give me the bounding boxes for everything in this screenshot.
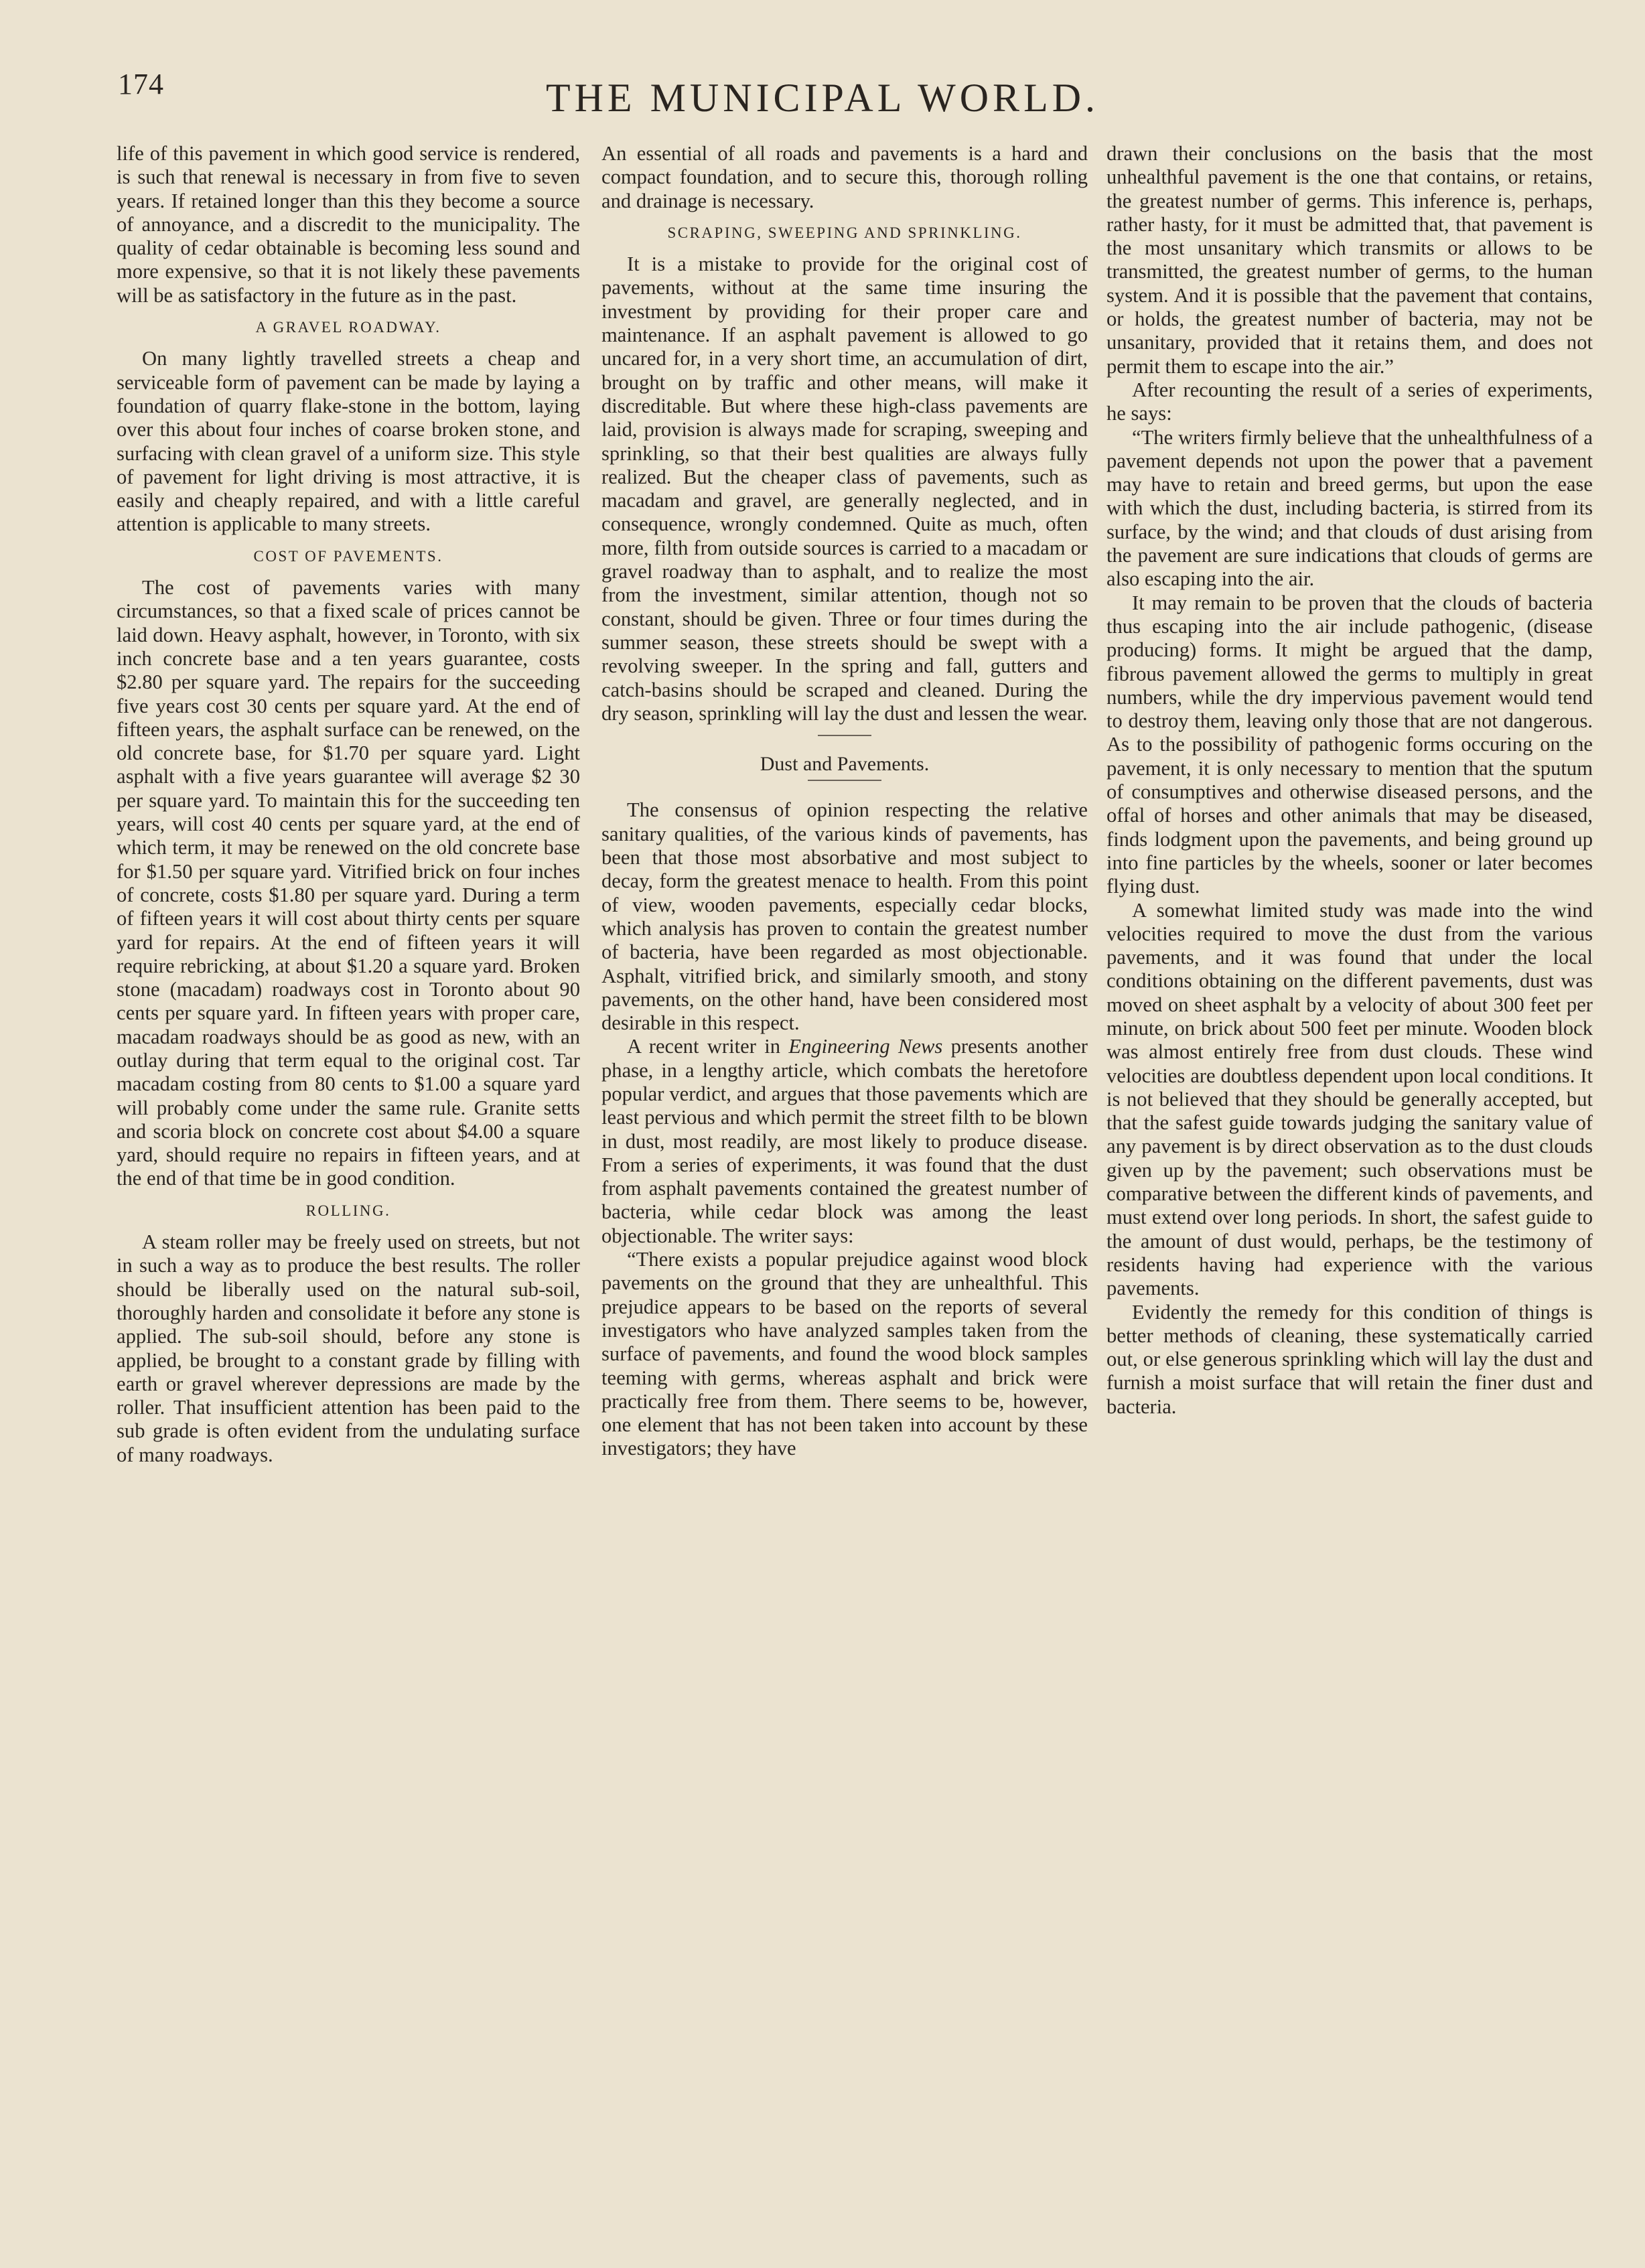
section-heading-rolling: ROLLING. — [305, 1202, 391, 1219]
paragraph: A somewhat limited study was made into the wind velocities required to move the dust from the various pavements, and it was found that under the local conditions obtaining on the different pavements, dust was moved on sheet asphalt by a velocity of about 300 feet per minute, on brick about 500 feet per minute. Wooden block was almost entirely free from dust clouds. These wind velocities are doubtless dependent upon local conditions. It is not believed that they should be generally accepted, but that the safest guide towards judging the sanitary value of any pavement is by direct observation as to the dust clouds given up by the pavement; such observations must be comparative between the different kinds of pavements, and must extend over long periods. In short, the safest guide to the amount of dust would, perhaps, be the testimony of residents having had experience with the various pavements. — [1106, 898, 1593, 1300]
section-heading-cost-of-pavements: COST OF PAVEMENTS. — [253, 547, 443, 565]
page-number: 174 — [118, 68, 164, 100]
divider — [808, 780, 881, 781]
paragraph: drawn their conclusions on the basis that the most unhealthful pavement is the one that contains, or retains, the greatest number of germs. This inference is, perhaps, rather hasty, for it must be admitted that, that pavement is the most unsanitary which transmits or allows to be transmitted, the greatest number of germs, to the human system. And it is possible that the pavement that contains, or holds, the greatest number of bacteria, may not be unsanitary, provided that it retains them, and does not permit them to escape into the air.” — [1106, 142, 1593, 378]
divider — [818, 735, 871, 736]
paragraph: It may remain to be proven that the clouds of bacteria thus escaping into the air include pathogenic, (disease producing) forms. It might be argued that the damp, fibrous pavement allowed the germs to multiply in great numbers, while the dry impervious pavement would tend to destroy them, leaving only those that are not dangerous. As to the possibility of pathogenic forms occuring on the pavement, it is only necessary to mention that the sputum of consumptives and otherwise diseased persons, and the offal of horses and other animals that may be diseased, finds lodgment upon the pavements, and being ground up into fine particles by the wheels, sooner or later becomes flying dust. — [1106, 591, 1593, 898]
section-heading-scraping-sweeping-sprinkling: SCRAPING, SWEEPING AND SPRINKLING. — [667, 224, 1022, 241]
paragraph: “There exists a popular prejudice against wood block pavements on the ground that they are unhealthful. This prejudice appears to be based on the reports of several investigators who have analyzed samples taken from the surface of pavements, and found the wood block samples teeming with germs, whereas asphalt and brick were practically free from them. There seems to be, however, one element that has not been taken into account by these investigators; they have — [601, 1248, 1088, 1460]
paragraph: “The writers firmly believe that the unhealthfulness of a pavement depends not upon the power that a pavement may have to retain and breed germs, but upon the ease with which the dust, including bacteria, is stirred from its surface, by the wind; and that clouds of dust arising from the pavement are sure indications that clouds of germs are also escaping into the air. — [1106, 425, 1593, 591]
paragraph: A steam roller may be freely used on streets, but not in such a way as to produce the best results. The roller should be liberally used on the natural sub-soil, thoroughly harden and consolidate it before any stone is applied. The sub-soil should, before any stone is applied, be brought to a constant grade by filling with earth or gravel wherever depressions are made by the roller. That insufficient attention has been paid to the sub grade is often evident from the undulating surface of many roadways. — [117, 1230, 580, 1466]
paragraph: life of this pavement in which good service is rendered, is such that renewal is necessary in from five to seven years. If retained longer than this they become a source of annoyance, and a discredit to the municipality. The quality of cedar obtainable is becoming less sound and more expensive, so that it is not likely these pavements will be as satisfactory in the future as in the past. — [117, 142, 580, 307]
paragraph: It is a mistake to provide for the original cost of pavements, without at the same time insuring the investment by providing for their proper care and maintenance. If an asphalt pavement is allowed to go uncared for, in a very short time, an accumulation of dirt, brought on by traffic and other means, will make it discreditable. But where these high-class pavements are laid, provision is always made for scraping, sweeping and sprinkling, so that their best qualities are always fully realized. But the cheaper class of pavements, such as macadam and gravel, are generally neglected, and in consequence, wrongly condemned. Quite as much, often more, filth from outside sources is carried to a macadam or gravel roadway than to asphalt, and to realize the most from the investment, similar attention, though not so constant, should be given. Three or four times during the summer season, these streets should be swept with a revolving sweeper. In the spring and fall, gutters and catch-basins should be scraped and cleaned. During the dry season, sprinkling will lay the dust and lessen the wear. — [601, 253, 1088, 725]
section-heading-gravel-roadway: A GRAVEL ROADWAY. — [255, 319, 441, 336]
column-2 — [601, 142, 1088, 1461]
text-run: A recent writer in — [627, 1035, 789, 1058]
paragraph: The consensus of opinion respecting the relative sanitary qualities, of the various kinds of pavements, has been that those most absorbative and most subject to decay, form the greatest menace to health. From this point of view, wooden pavements, especially cedar blocks, which analysis has proven to contain the greatest number of bacteria, have been regarded as most objectionable. Asphalt, vitrified brick, and similarly smooth, and stony pavements, on the other hand, have been considered most desirable in this respect. — [601, 798, 1088, 1035]
journal-name: Engineering News — [788, 1035, 943, 1058]
paragraph: After recounting the result of a series of experiments, he says: — [1106, 378, 1593, 425]
paragraph: On many lightly travelled streets a cheap and serviceable form of pavement can be made by laying a foundation of quarry flake-stone in the bottom, laying over this about four inches of coarse broken stone, and surfacing with clean gravel of a uniform size. This style of pavement for light driving is most attractive, it is easily and cheaply repaired, and with a little careful attention is applicable to many streets. — [117, 347, 580, 536]
paragraph: The cost of pavements varies with many circumstances, so that a fixed scale of prices cannot be laid down. Heavy asphalt, however, in Toronto, with six inch concrete base and a ten years guarantee, costs $2.80 per square yard. The repairs for the succeeding five years cost 30 cents per square yard. At the end of fifteen years, the asphalt surface can be renewed, on the old concrete base, for $1.70 per square yard. Light asphalt with a five years guarantee will average $2 30 per square yard. To maintain this for the succeeding ten years, will cost 40 cents per square yard, at the end of which term, it may be renewed on the old concrete base for $1.50 per square yard. Vitrified brick on four inches of concrete, costs $1.80 per square yard. During a term of fifteen years it will cost about thirty cents per square yard for repairs. At the end of fifteen years it will require rebricking, at about $1.20 a square yard. Broken stone (macadam) roadways cost in Toronto about 90 cents per square yard. In fifteen years with proper care, macadam roadways should be as good as new, with an outlay during that term equal to the original cost. Tar macadam costing from 80 cents to $1.00 a square yard will probably come under the same rule. Granite setts and scoria block on concrete cost about $4.00 a square yard, should require no repairs in fifteen years, and at the end of that time be in good condition. — [117, 576, 580, 1190]
running-title: THE MUNICIPAL WORLD. — [545, 76, 1100, 120]
column-3 — [1106, 142, 1593, 1419]
article-title: Dust and Pavements. — [760, 753, 930, 776]
paragraph — [601, 1035, 1088, 1248]
column-1 — [117, 142, 580, 1467]
paragraph: Evidently the remedy for this condition of things is better methods of cleaning, these systematically carried out, or else generous sprinkling which will lay the dust and furnish a moist surface that will retain the finer dust and bacteria. — [1106, 1300, 1593, 1418]
text-run: presents another phase, in a lengthy article, which combats the heretofore popular verdict, and argues that those pavements which are least pervious and which permit the street filth to be blown in dust, most readily, are most likely to produce disease. From a series of experiments, it was found that the dust from asphalt pavements contained the greatest number of bacteria, while cedar block was among the least objectionable. The writer says: — [601, 1035, 1088, 1247]
paragraph: An essential of all roads and pavements is a hard and compact foundation, and to secure this, thorough rolling and drainage is necessary. — [601, 142, 1088, 212]
